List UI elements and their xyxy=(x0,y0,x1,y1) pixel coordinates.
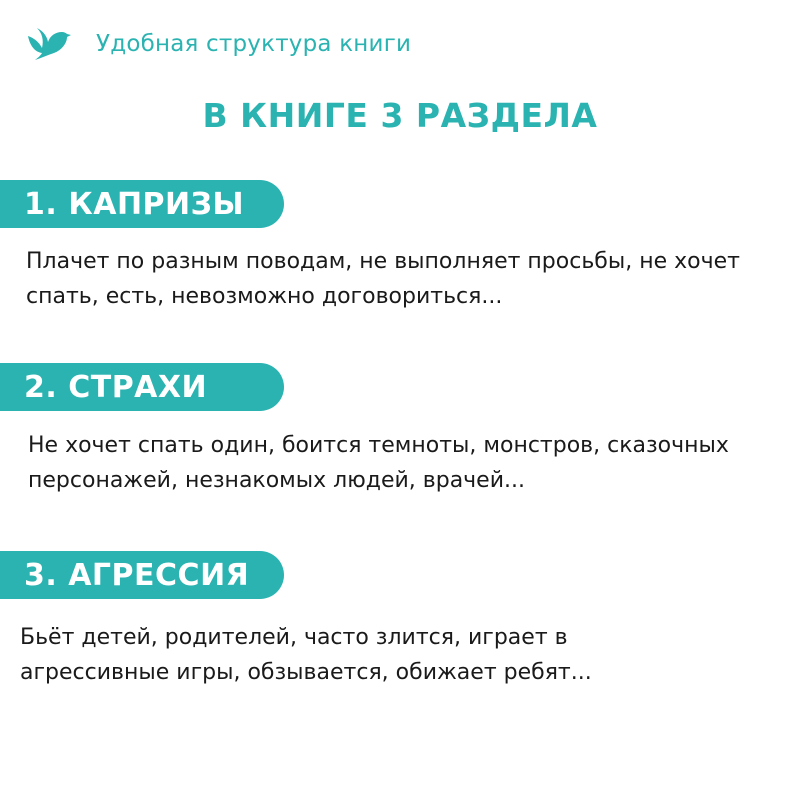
section-3-title-badge xyxy=(0,551,284,599)
header xyxy=(26,24,411,64)
section-3-description: Бьёт детей, родителей, часто злится, играет в агрессивные игры, обзывается, обижает ребят... xyxy=(20,625,592,685)
header-title: Удобная структура книги xyxy=(96,31,412,57)
section-1-description: Плачет по разным поводам, не выполняет просьбы, не хочет спать, есть, невозможно договориться... xyxy=(26,249,740,309)
section-2-description: Не хочет спать один, боится темноты, монстров, сказочных персонажей, незнакомых людей, врачей... xyxy=(28,433,729,493)
section-3-title: 3. АГРЕССИЯ xyxy=(24,557,250,593)
bird-icon xyxy=(26,26,72,62)
section-2-title: 2. СТРАХИ xyxy=(24,369,208,405)
section-1-title-badge xyxy=(0,180,284,228)
section-2-title-badge xyxy=(0,363,284,411)
section-1-title: 1. КАПРИЗЫ xyxy=(24,186,245,222)
page-title: В КНИГЕ 3 РАЗДЕЛА xyxy=(202,96,598,135)
